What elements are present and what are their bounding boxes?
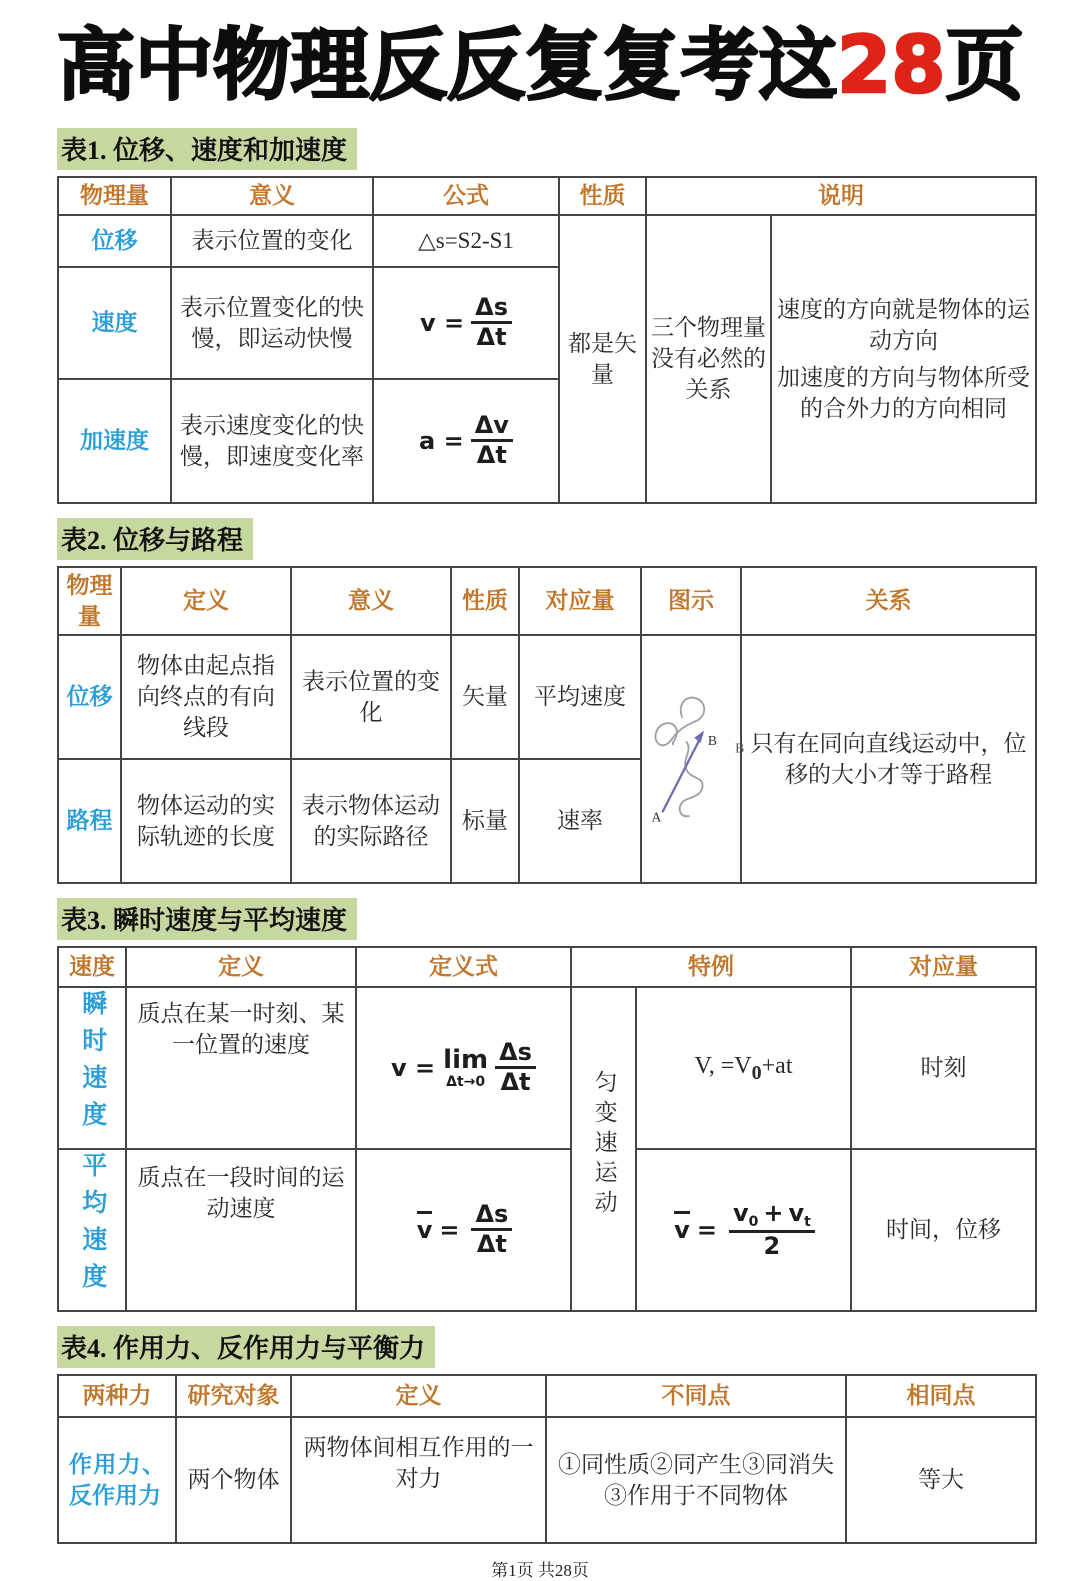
table2-header-meaning: 意义	[291, 567, 451, 635]
table3-header-row	[58, 947, 1036, 987]
table3-instant-definition: 质点在某一时刻、某一位置的速度	[126, 987, 356, 1149]
table2-header-property: 性质	[451, 567, 519, 635]
table2-path-label: 路程	[58, 759, 121, 883]
table2-displacement-counterpart: 平均速度	[519, 635, 641, 759]
table4-action-reaction-label: 作用力、反作用力	[58, 1417, 176, 1543]
table4-caption: 表4. 作用力、反作用力与平衡力	[57, 1326, 435, 1368]
formula-vt-p2: +at	[761, 1052, 793, 1079]
formula-a-numerator: Δv	[471, 412, 513, 443]
formula-vbar-numerator: Δs	[471, 1201, 512, 1232]
table1-property-cell: 都是矢量	[559, 215, 646, 503]
formula-v-lead: v =	[420, 308, 465, 337]
formula-avg-plus: +	[763, 1198, 784, 1227]
table4-header-object: 研究对象	[176, 1375, 291, 1417]
table4-header-row	[58, 1375, 1036, 1417]
formula-avg-vt: v	[788, 1198, 805, 1227]
table2-path-definition: 物体运动的实际轨迹的长度	[121, 759, 291, 883]
formula-lim: lim	[443, 1044, 489, 1075]
table1-acceleration-meaning: 表示速度变化的快慢，即速度变化率	[171, 379, 373, 503]
diagram-label-b: B	[707, 732, 717, 748]
table4-row-action-reaction	[58, 1417, 1036, 1543]
table4-header-difference: 不同点	[546, 1375, 846, 1417]
formula-a-lead: a =	[419, 426, 464, 455]
table1-velocity-label: 速度	[58, 267, 171, 379]
formula-lim-numerator: Δs	[495, 1039, 536, 1070]
table1-velocity-meaning: 表示位置变化的快慢，即运动快慢	[171, 267, 373, 379]
table1-note-right-cell	[771, 215, 1036, 503]
table3-instant-special	[636, 987, 851, 1149]
table1-acceleration-label: 加速度	[58, 379, 171, 503]
table2-header-counterpart: 对应量	[519, 567, 641, 635]
table4-header-same: 相同点	[846, 1375, 1036, 1417]
table3-row-average	[58, 1149, 1036, 1311]
table3-header-formula: 定义式	[356, 947, 571, 987]
formula-avg-numerator	[729, 1200, 815, 1233]
table1-header-meaning: 意义	[171, 177, 373, 215]
table3-header-definition: 定义	[126, 947, 356, 987]
table2-header-row	[58, 567, 1036, 635]
table3-average-formula	[356, 1149, 571, 1311]
table2-header-diagram: 图示	[641, 567, 741, 635]
formula-vbar-denominator: Δt	[476, 1230, 507, 1259]
page-title	[57, 21, 1080, 111]
table1-note-acceleration-direction: 加速度的方向与物体所受的合外力的方向相同	[777, 364, 1030, 421]
table3-instant-formula	[356, 987, 571, 1149]
table3-header-counterpart: 对应量	[851, 947, 1036, 987]
diagram-label-b-outer: B	[735, 740, 745, 756]
table3-instant-label	[58, 987, 126, 1149]
table2-displacement-property: 矢量	[451, 635, 519, 759]
table3-average-special	[636, 1149, 851, 1311]
formula-avg-v0: v	[732, 1198, 749, 1227]
table1-header-row	[58, 177, 1036, 215]
formula-lim-lead: v =	[391, 1053, 436, 1082]
table1-header-formula: 公式	[373, 177, 559, 215]
title-page-count: 28	[837, 21, 946, 111]
path-diagram	[646, 686, 746, 824]
table2-displacement-label: 位移	[58, 635, 121, 759]
table1-note-velocity-direction: 速度的方向就是物体的运动方向	[777, 296, 1030, 353]
formula-avg-vt-sub: t	[804, 1213, 811, 1230]
table3-average-label	[58, 1149, 126, 1311]
table1-row-displacement	[58, 215, 1036, 267]
table4-object-cell: 两个物体	[176, 1417, 291, 1543]
formula-vbar-eq: =	[439, 1215, 460, 1244]
formula-v-numerator: Δs	[471, 294, 512, 325]
table1-header-quantity: 物理量	[58, 177, 171, 215]
table2-path-counterpart: 速率	[519, 759, 641, 883]
formula-vt	[694, 1052, 793, 1084]
instant-velocity-vertical-label: 瞬时速度	[78, 989, 106, 1138]
table1-header-property: 性质	[559, 177, 646, 215]
table1-caption: 表1. 位移、速度和加速度	[57, 128, 357, 170]
title-suffix: 页	[945, 21, 1024, 111]
average-velocity-vertical-label: 平均速度	[78, 1151, 106, 1300]
table4	[57, 1374, 1037, 1544]
table4-definition-cell: 两物体间相互作用的一对力	[291, 1417, 546, 1543]
formula-lim-sub: Δt→0	[446, 1073, 486, 1090]
table3-caption: 表3. 瞬时速度与平均速度	[57, 898, 357, 940]
table2-row-displacement	[58, 635, 1036, 759]
table2-caption: 表2. 位移与路程	[57, 518, 253, 560]
formula-a-denominator: Δt	[476, 441, 507, 470]
table1-header-note: 说明	[646, 177, 1036, 215]
table1-acceleration-formula	[373, 379, 559, 503]
formula-lim-denominator: Δt	[500, 1068, 531, 1097]
table2-header-quantity: 物理量	[58, 567, 121, 635]
table1-note-left-cell: 三个物理量没有必然的关系	[646, 215, 771, 503]
worksheet-page	[0, 21, 1080, 1580]
table4-difference-cell: ①同性质②同产生③同消失③作用于不同物体	[546, 1417, 846, 1543]
table4-header-definition: 定义	[291, 1375, 546, 1417]
table2-header-definition: 定义	[121, 567, 291, 635]
table3-header-speed: 速度	[58, 947, 126, 987]
table4-same-cell: 等大	[846, 1417, 1036, 1543]
table3-average-definition: 质点在一段时间的运动速度	[126, 1149, 356, 1311]
table1-displacement-label: 位移	[58, 215, 171, 267]
table2	[57, 566, 1037, 884]
table2-path-property: 标量	[451, 759, 519, 883]
table2-header-relation: 关系	[741, 567, 1036, 635]
formula-avg-eq: =	[696, 1215, 717, 1244]
diagram-label-a: A	[651, 809, 662, 825]
table3	[57, 946, 1037, 1312]
table1-velocity-formula	[373, 267, 559, 379]
formula-vbar-lead: v	[415, 1214, 435, 1246]
table2-relation-cell: 只有在同向直线运动中，位移的大小才等于路程	[741, 635, 1036, 883]
table2-displacement-definition: 物体由起点指向终点的有向线段	[121, 635, 291, 759]
formula-vt-sub: 0	[751, 1061, 762, 1084]
title-text: 高中物理反反复复考这	[57, 21, 838, 111]
uniform-acceleration-vertical-label: 匀变速运动	[591, 1069, 617, 1220]
table3-row-instant	[58, 987, 1036, 1149]
table3-instant-counterpart: 时刻	[851, 987, 1036, 1149]
page-number-footer: 第1页 共28页	[491, 1560, 589, 1580]
table1	[57, 176, 1037, 504]
table3-average-counterpart: 时间，位移	[851, 1149, 1036, 1311]
formula-v-denominator: Δt	[476, 323, 507, 352]
table2-displacement-meaning: 表示位置的变化	[291, 635, 451, 759]
table3-special-shared-cell	[571, 987, 636, 1311]
formula-avg-lead: v	[672, 1214, 692, 1246]
table4-header-forces: 两种力	[58, 1375, 176, 1417]
table1-displacement-formula: △s=S2-S1	[373, 215, 559, 267]
formula-avg-v0-sub: 0	[748, 1213, 759, 1230]
table2-path-meaning: 表示物体运动的实际路径	[291, 759, 451, 883]
formula-avg-denominator: 2	[763, 1231, 781, 1260]
formula-vt-p1: V, =V	[694, 1052, 752, 1079]
table1-displacement-meaning: 表示位置的变化	[171, 215, 373, 267]
table3-header-special: 特例	[571, 947, 851, 987]
table2-diagram-cell	[641, 635, 745, 883]
